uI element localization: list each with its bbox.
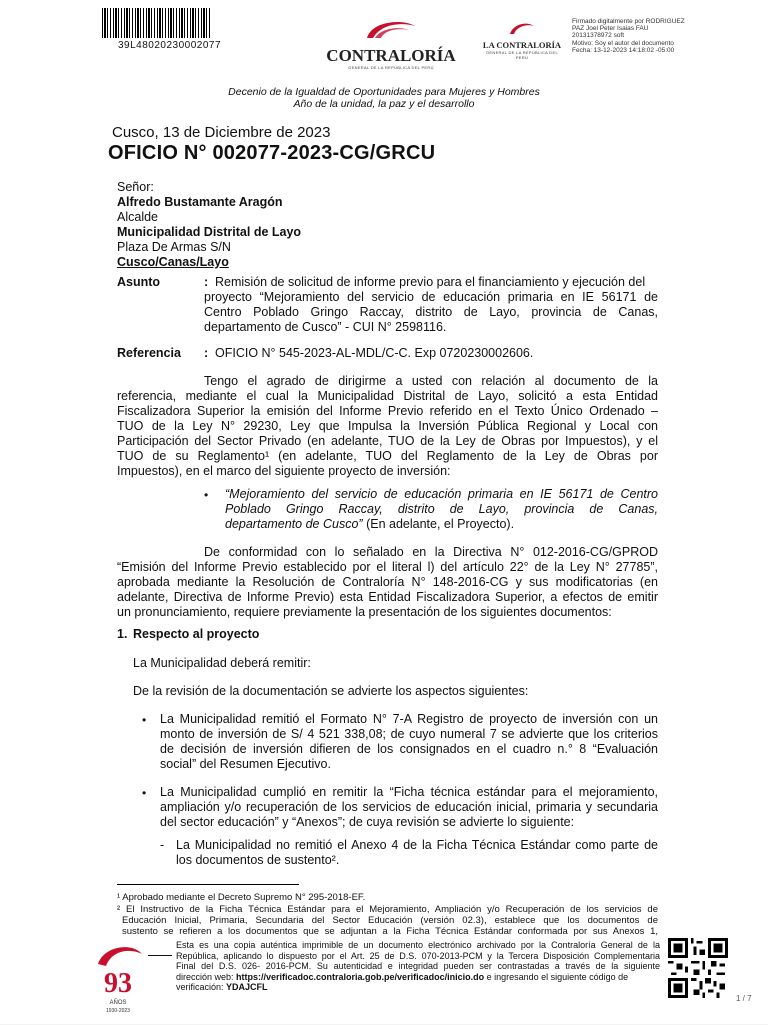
footer-url-line [176, 972, 660, 983]
referencia-colon: : [204, 346, 209, 360]
signature-line: Firmado digitalmente por RODRIGUEZ [572, 18, 685, 25]
paragraph-line: adelante, Directiva de Informe Previo) esta Entidad Fiscalizadora Superior, a efectos de emitir [117, 590, 658, 604]
decenio-heading [0, 86, 768, 110]
decenio-line: Decenio de la Igualdad de Oportunidades para Mujeres y Hombres [228, 86, 540, 98]
anniversary-word: AÑOS [109, 1000, 127, 1006]
asunto-label: Asunto [117, 275, 161, 289]
digital-signature [572, 18, 762, 54]
paragraph-line: referencia, mediante el cual la Municipalidad Distrital de Layo, solicitó a esta Entidad [117, 389, 658, 403]
referencia-label: Referencia [117, 346, 181, 360]
logo-main-sub: GENERAL DE LA REPÚBLICA DEL PERÚ [348, 65, 434, 70]
paragraph-line: Impuestos), en el marco del siguiente proyecto de inversión: [117, 464, 451, 478]
logo-small-swoosh-icon [507, 20, 537, 36]
footer-code-line [176, 982, 660, 993]
code-label: verificación: [176, 982, 227, 993]
bullet-b-line: del sector educación” y “Anexos”; de cuya revisión se advierte lo siguiente: [160, 815, 575, 829]
footnote-1: ¹ Aprobado mediante el Decreto Supremo N° 295-2018-EF. [117, 892, 366, 903]
footer-dash [148, 955, 172, 956]
anniversary-number: 93 [104, 968, 132, 999]
addressee-street: Plaza De Armas S/N [117, 240, 231, 254]
verification-link[interactable]: https://verificadoc.contraloria.gob.pe/verificadoc/inicio.do [236, 971, 485, 982]
dash-line: La Municipalidad no remitió el Anexo 4 de la Ficha Técnica Estándar como parte de [176, 838, 658, 852]
asunto-colon: : [204, 275, 209, 289]
qr-code-icon [668, 938, 728, 998]
paragraph-line: un pronunciamiento, requiere previamente la presentación de los siguientes documentos: [117, 605, 612, 619]
addressee-city: Cusco/Canas/Layo [117, 255, 229, 269]
asunto-line: Remisión de solicitud de informe previo para el financiamiento y ejecución del [215, 275, 646, 289]
document-date: Cusco, 13 de Diciembre de 2023 [112, 124, 331, 141]
authenticity-footer [176, 940, 660, 993]
project-line: “Mejoramiento del servicio de educación primaria en IE 56171 de Centro [225, 487, 658, 501]
addressee-name: Alfredo Bustamante Aragón [117, 195, 283, 209]
paragraph-line: De conformidad con lo señalado en la Directiva N° 012-2016-CG/GPROD [204, 545, 658, 559]
addressee-role: Alcalde [117, 210, 158, 224]
barcode-number: 39L48020230002077 [118, 40, 222, 51]
footer-url-suffix: e ingresando el siguiente código de [484, 971, 629, 982]
section-number: 1. [117, 627, 128, 641]
anniversary-logo [88, 940, 148, 1020]
referencia-text: OFICIO N° 545-2023-AL-MDL/C-C. Exp 0720230002606. [215, 346, 534, 360]
logo-small-sub: GENERAL DE LA REPÚBLICA DEL PERÚ [486, 50, 558, 60]
logo-small-text: LA CONTRALORÍA [482, 40, 562, 50]
decenio-line: Año de la unidad, la paz y el desarrollo [293, 98, 475, 110]
anniversary-years: 1930-2023 [106, 1008, 130, 1014]
logo-swoosh-icon [361, 16, 421, 42]
revision-text: De la revisión de la documentación se advierte los aspectos siguientes: [133, 684, 529, 698]
bullet-a-line: social” del Resumen Ejecutivo. [160, 757, 331, 771]
bullet-b-line: ampliación y/o recuperación de los servicios de educación inicial, primaria y secundaria [160, 800, 658, 814]
paragraph-line: TUO de la Ley N° 29230, Ley que Impulsa la Inversión Pública Regional y Local con [117, 419, 658, 433]
barcode [102, 8, 210, 38]
paragraph-line: aprobada mediante la Resolución de Contraloría N° 148-2016-CG y sus modificatorias (en [117, 575, 658, 589]
addressee-block [117, 180, 301, 270]
page-number: 1 / 7 [736, 994, 752, 1003]
paragraph-line: TUO de su Reglamento¹ (en adelante, TUO del Reglamento de la Ley de Obras por [117, 449, 658, 463]
footer-line: Final del D.S. 026- 2016-PCM. Su autenticidad e integridad pueden ser contrastadas a través de la siguiente [176, 961, 660, 972]
project-line: Poblado Gringo Raccay, distrito de Layo, provincia de Canas, [225, 502, 658, 516]
bullet-b-line: La Municipalidad cumplió en remitir la “Ficha técnica estándar para el mejoramiento, [160, 785, 658, 799]
asunto-line: departamento de Cusco” - CUI N° 2598116. [204, 320, 447, 334]
paragraph-line: Fiscalizadora Superior la emisión del Informe Previo referido en el Texto Único Ordenado – [117, 404, 658, 418]
dash-line: los documentos de sustento². [176, 853, 340, 867]
logo-main-text: CONTRALORÍA [326, 46, 456, 65]
asunto-line: Centro Poblado Gringo Raccay, distrito de Layo, provincia de Canas, [204, 305, 658, 319]
paragraph-line: Tengo el agrado de dirigirme a usted con relación al documento de la [204, 374, 658, 388]
contraloria-logo-small [480, 20, 564, 60]
oficio-number: OFICIO N° 002077-2023-CG/GRCU [108, 142, 436, 164]
project-italic-tail: departamento de Cusco” [225, 517, 363, 531]
contraloria-logo [318, 16, 464, 70]
footer-line: República, aplicando lo dispuesto por el Art. 25 de D.S. 070-2013-PCM y la Tercera Disposición Complementaria [176, 950, 660, 961]
asunto-line: proyecto “Mejoramiento del servicio de educación primaria en IE 56171 de [204, 290, 658, 304]
project-tail: (En adelante, el Proyecto). [362, 517, 515, 531]
signature-line: 20131378972 soft [572, 32, 625, 40]
bullet-icon: • [204, 488, 209, 502]
footnote-2-line: ² El Instructivo de la Ficha Técnica Estándar para el Mejoramiento, Ampliación y/o Recuperación de los servicios de [117, 904, 658, 915]
dash-icon: - [160, 838, 165, 852]
signature-line: Fecha: 13-12-2023 14:18:02 -05:00 [572, 46, 675, 54]
paragraph-line: “Emisión del Informe Previo establecido por el literal l) del artículo 22° de la Ley N° 27785”, [117, 560, 658, 574]
footer-url-prefix: dirección web: [176, 971, 237, 982]
footer-line: Esta es una copia auténtica imprimible de un documento electrónico archivado por la Contraloría General de la [176, 940, 660, 950]
salutation: Señor: [117, 180, 154, 194]
signature-line: PAZ Joel Peter Isaias FAU [572, 25, 649, 33]
project-line-last [225, 517, 658, 532]
bullet-a-line: La Municipalidad remitió el Formato N° 7-A Registro de proyecto de inversión con un [160, 712, 658, 726]
section-title: Respecto al proyecto [133, 627, 260, 641]
footnote-2-line: sustento se refieren a los documentos que se adjuntan a la Ficha Técnica Estándar conformada por sus Anexos 1, [122, 926, 658, 937]
bullet-a-line: de decisión de inversión difieren de los consignados en el cuadro n.° 8 “Evaluación [160, 742, 658, 756]
verification-code: YDAJCFL [226, 982, 268, 993]
anniversary-emblem-icon [88, 940, 148, 1020]
bullet-icon: • [142, 713, 147, 727]
footnote-separator [117, 884, 299, 885]
muni-remit-text: La Municipalidad deberá remitir: [133, 656, 311, 670]
bullet-icon: • [142, 786, 147, 800]
footnote-2-line: Educación Inicial, Primaria, Secundaria del Sector Educación (versión 02.3), establece que los documentos de [122, 915, 658, 926]
signature-line: Motivo: Soy el autor del documento [572, 39, 674, 47]
paragraph-line: Participación del Sector Privado (en adelante, TUO de la Ley de Obras por Impuestos), y el [117, 434, 658, 448]
bullet-a-line: monto de inversión de S/ 4 521 338,08; de cuyo numeral 7 se advierte que los criterios [160, 727, 658, 741]
addressee-entity: Municipalidad Distrital de Layo [117, 225, 302, 239]
